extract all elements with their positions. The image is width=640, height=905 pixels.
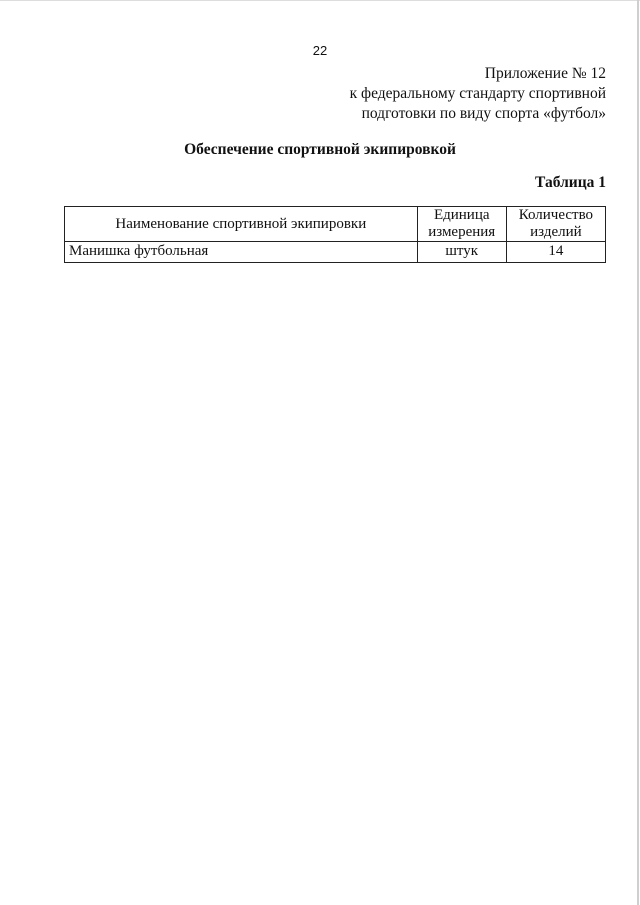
appendix-line-3: подготовки по виду спорта «футбол» xyxy=(361,105,606,122)
document-title: Обеспечение спортивной экипировкой xyxy=(184,141,456,158)
header-qty-line-1: Количество xyxy=(518,207,594,223)
header-quantity xyxy=(506,207,605,242)
page-right-edge xyxy=(637,0,639,905)
header-name: Наименование спортивной экипировки xyxy=(65,207,418,242)
header-unit-line-1: Единица xyxy=(433,207,490,223)
appendix-header xyxy=(206,64,606,124)
table-row xyxy=(65,242,606,263)
page-top-edge xyxy=(0,0,640,1)
header-unit-line-2: измерения xyxy=(428,224,496,240)
header-unit xyxy=(417,207,506,242)
appendix-line-2: к федеральному стандарту спортивной xyxy=(349,85,606,102)
cell-quantity: 14 xyxy=(506,242,605,263)
equipment-table xyxy=(64,206,606,263)
header-qty-line-2: изделий xyxy=(530,224,582,240)
table-label: Таблица 1 xyxy=(535,174,606,191)
cell-name: Манишка футбольная xyxy=(65,242,418,263)
appendix-line-1: Приложение № 12 xyxy=(484,65,606,82)
page-number: 22 xyxy=(312,43,328,58)
table-header-row xyxy=(65,207,606,242)
cell-unit: штук xyxy=(417,242,506,263)
